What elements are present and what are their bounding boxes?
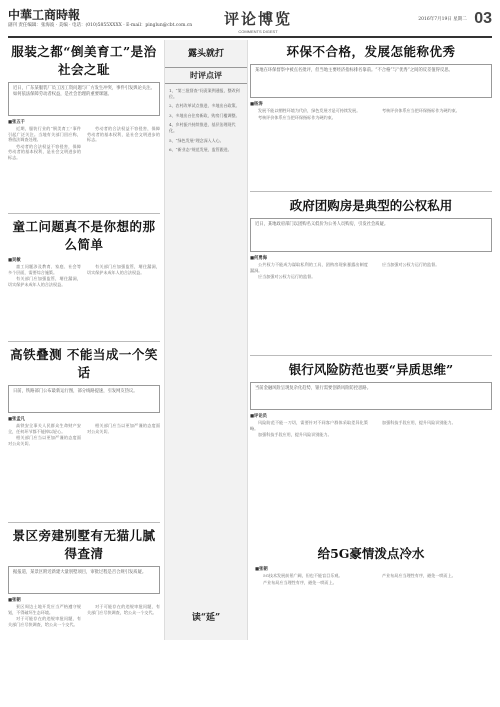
sidebar-list — [165, 88, 247, 153]
right-column — [250, 40, 492, 510]
sidebar-bottom — [169, 610, 243, 623]
article-body: 高铁安全事关人民群众生命财产安全，任何环节都不能掉以轻心。 相关部门应当以更加严谨的态度面对公众关切。 — [8, 423, 81, 446]
article-lead: 某地在环保督察中被点名批评，但当地主要经济指标排名靠前。“不合格”与“优秀”之间的反差值得反思。 — [250, 64, 492, 98]
article-byline: ■张朝 — [255, 567, 268, 572]
article-body: 对于可能存在的违规审批问题，有关部门应尽快调查，给公众一个交代。 — [87, 604, 160, 615]
list-item: 3、多地出台住房新政，购房门槛调整。 — [169, 112, 240, 118]
article-body: 发展不能以牺牲环境为代价，绿色发展才是可持续发展。 考核评价体系应当把环保指标作为硬约束。 — [258, 108, 361, 120]
masthead — [8, 6, 492, 38]
article-body: 5G技术发展前景广阔，但也不能盲目乐观。 产业布局应当理性有序，避免一哄而上。 — [263, 573, 343, 585]
page-number: 03 — [474, 10, 492, 27]
article-body: 劳动者的合法权益不容侵害，保障劳动者的基本权利，是社会文明进步的标志。 — [87, 126, 160, 143]
article-byline: ■张孟凡 — [8, 417, 25, 422]
article-headline: 给5G豪情泼点冷水 — [317, 546, 425, 561]
date-page — [418, 10, 492, 28]
article-byline: ■张五千 — [8, 120, 25, 125]
section-header — [203, 8, 313, 34]
article-headline: 高铁叠测 不能当成一个笑话 — [10, 347, 158, 380]
article-headline: 服装之都“倒美育工”是治社会之耻 — [11, 44, 157, 77]
article-body: 风险防范不能一刀切，需要针对不同客户群体采取差异化策略。 加强科技手段应用，提升风险识别能力。 — [250, 420, 368, 438]
article-body: 相关部门应当以更加严谨的态度面对公众关切。 — [87, 423, 160, 434]
list-item: 4、乡村振兴持续推进，基层治理现代化。 — [169, 122, 236, 133]
article-headline: 银行风险防范也要“异质思维” — [288, 362, 454, 377]
article-body: 景区周边土地开发应当严格遵守规划，不得破坏生态环境。 对于可能存在的违规审批问题，有关部门应尽快调查，给公众一个交代。 — [8, 604, 81, 627]
section-en: COMMENTS DIGEST — [238, 29, 278, 34]
article-headline: 景区旁建别墅有无猫儿腻得查清 — [12, 528, 156, 561]
list-item: 1、“第三批督查”问责案例通报，整改到位。 — [169, 88, 240, 99]
list-item: 5、“绿色发展”理念深入人心。 — [169, 137, 224, 143]
article-body: 近期，服装行业的“倒美育工”事件引起广泛关注。当地有关部门回应称，将依法调查处理。 劳动者的合法权益不容侵害，保障劳动者的基本权利，是社会文明进步的标志。 — [8, 126, 81, 160]
issue-date: 2016年7月19日 星期二 — [418, 17, 467, 22]
sidebar-bottom-title: 读“延” — [191, 613, 221, 623]
article-lead: 据报道，某景区附近新建大量别墅项目，审批过程是否合规引发质疑。 — [8, 566, 160, 594]
sidebar-subtitle: 时评点评 — [165, 67, 247, 84]
article-byline: ■评论员 — [250, 414, 267, 419]
section-name: 评论博览 — [223, 10, 292, 28]
article-body: 应当加强对公权力运行的监督。 — [382, 262, 440, 267]
article-lead: 日前，铁路部门公布最新运行图，部分线路提速，引发网友热议。 — [8, 385, 160, 413]
article-body: 考核评价体系应当把环保指标作为硬约束。 — [382, 108, 460, 113]
sidebar-column — [164, 40, 248, 640]
masthead-meta: 副刊 责任编辑：张海波 · 美编 · 电话：(010)5855XXXX · E-mail：pinglun@cbt.com.cn — [8, 23, 193, 28]
article-headline: 环保不合格，发展怎能称优秀 — [286, 44, 456, 59]
left-column — [8, 40, 160, 700]
article-byline: ■吴敏 — [8, 258, 21, 263]
article-headline: 政府团购房是典型的公权私用 — [289, 198, 453, 213]
list-item: 6、“新业态”规范发展，监管跟进。 — [169, 147, 232, 153]
article-lead: 当前金融风险呈现复杂化趋势，银行需要创新风险防控思路。 — [250, 382, 492, 410]
article-headline: 童工问题真不是你想的那么简单 — [12, 219, 156, 252]
article-byline: ■张朝 — [8, 598, 21, 603]
article-byline: ■何勇海 — [250, 256, 267, 261]
article-lead: 近日，广东某服装厂员工因工资问题与厂方发生冲突，事件引发舆论关注。如何依法保障劳动者权益，是社会治理的重要课题。 — [8, 82, 160, 116]
list-item: 2、农村改革试点推进，多地出台政策。 — [169, 103, 240, 109]
article-body: 有关部门应加强监管，堵住漏洞，切实保护未成年人的合法权益。 — [87, 264, 160, 275]
paper-logo: 中華工商時報 — [8, 8, 81, 22]
article-byline: ■杨涛 — [250, 102, 263, 107]
article-body: 公共权力不能成为谋取私利的工具，团购房现象暴露出制度漏洞。 应当加强对公权力运行的监督。 — [250, 262, 368, 280]
bottom-article — [255, 540, 487, 683]
article-body: 童工问题涉及教育、家庭、社会等多个层面，需要综合施策。 有关部门应加强监管，堵住漏洞，切实保护未成年人的合法权益。 — [8, 264, 81, 287]
sidebar-title: 露头就打 — [187, 49, 224, 59]
article-lead: 近日，某地政府部门以团购名义低价为公务人员购房，引发社会质疑。 — [250, 218, 492, 252]
article-body: 产业布局应当理性有序，避免一哄而上。 — [382, 573, 456, 578]
article-body: 加强科技手段应用，提升风险识别能力。 — [382, 420, 456, 425]
